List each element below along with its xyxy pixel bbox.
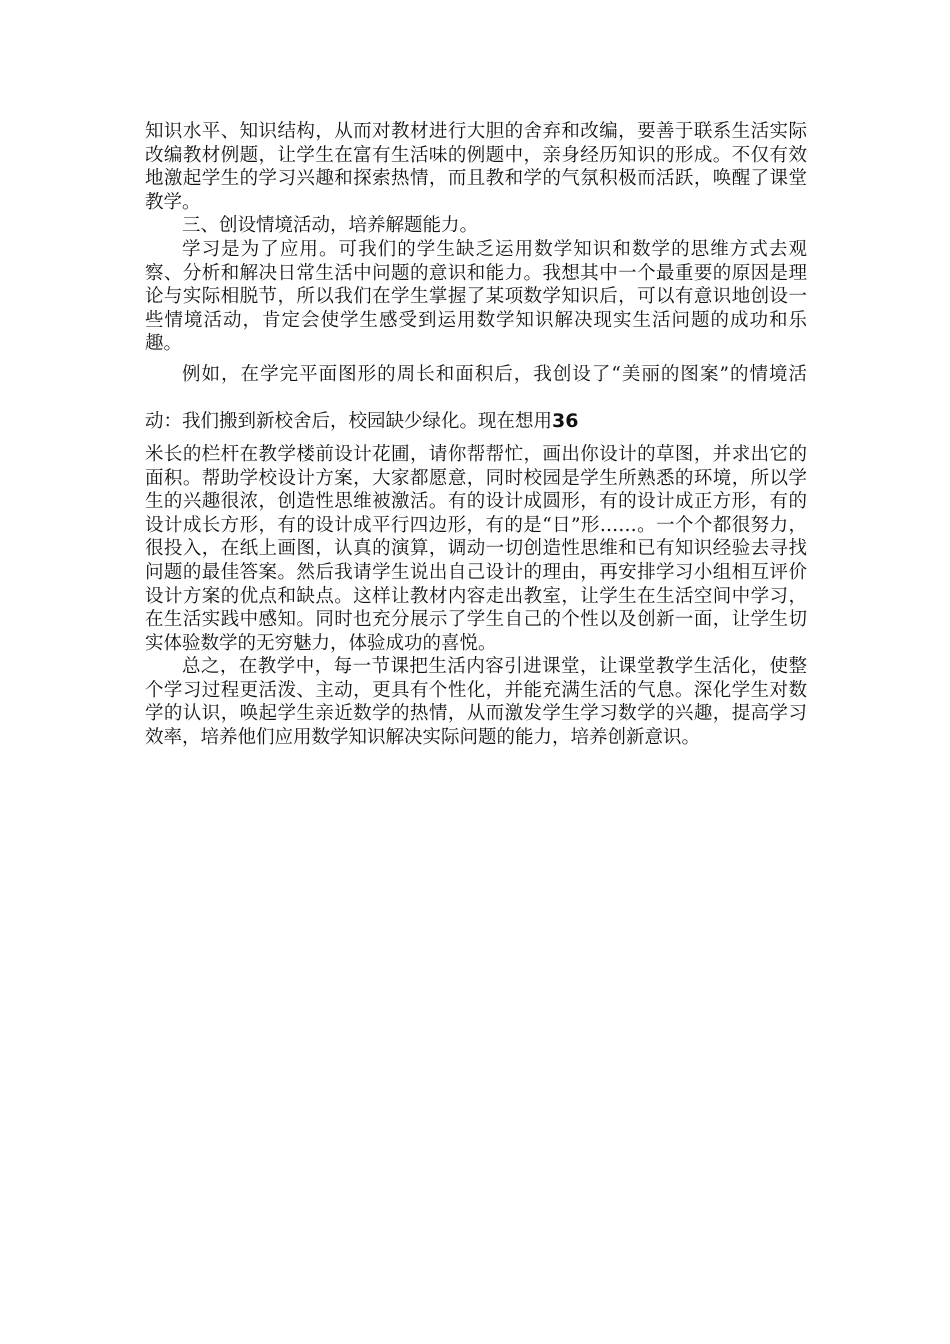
paragraph-example-part-1 <box>145 352 807 445</box>
paragraph-intro: 知识水平、知识结构，从而对教材进行大胆的舍弃和改编，要善于联系生活实际改编教材例题，让学生在富有生活味的例题中，亲身经历知识的形成。不仅有效地激起学生的学习兴趣和探索热情，而且教和学的气氛积极而活跃，唤醒了课堂教学。 <box>145 121 807 213</box>
paragraph-example-part-2: 米长的栏杆在教学楼前设计花圃，请你帮帮忙，画出你设计的草图，并求出它的面积。帮助学校设计方案，大家都愿意，同时校园是学生所熟悉的环境，所以学生的兴趣很浓，创造性思维被激活。有的设计成圆形，有的设计成正方形，有的设计成长方形，有的设计成平行四边形，有的是“日”形……。一个个都很努力，很投入，在纸上画图，认真的演算，调动一切创造性思维和已有知识经验去寻找问题的最佳答案。然后我请学生说出自己设计的理由，再安排学习小组相互评价设计方案的优点和缺点。这样让教材内容走出教室，让学生在生活空间中学习，在生活实践中感知。同时也充分展示了学生自己的个性以及创新一面，让学生切实体验数学的无穷魅力，体验成功的喜悦。 <box>145 443 807 654</box>
fence-length-number: 36 <box>552 409 579 432</box>
paragraph-learning-application: 学习是为了应用。可我们的学生缺乏运用数学知识和数学的思维方式去观察、分析和解决日常生活中问题的意识和能力。我想其中一个最重要的原因是理论与实际相脱节，所以我们在学生掌握了某项数学知识后，可以有意识地创设一些情境活动，肯定会使学生感受到运用数学知识解决现实生活问题的成功和乐趣。 <box>145 238 807 355</box>
paragraph-conclusion: 总之，在教学中，每一节课把生活内容引进课堂，让课堂教学生活化，使整个学习过程更活泼、主动，更具有个性化，并能充满生活的气息。深化学生对数学的认识，唤起学生亲近数学的热情，从而激发学生学习数学的兴趣，提高学习效率，培养他们应用数学知识解决实际问题的能力，培养创新意识。 <box>145 656 807 749</box>
document-body <box>145 120 807 750</box>
section-heading-3: 三、创设情境活动，培养解题能力。 <box>182 215 479 237</box>
example-text-before-number: 例如，在学完平面图形的周长和面积后，我创设了“美丽的图案”的情境活动：我们搬到新校舍后，校园缺少绿化。现在想用 <box>145 363 807 432</box>
